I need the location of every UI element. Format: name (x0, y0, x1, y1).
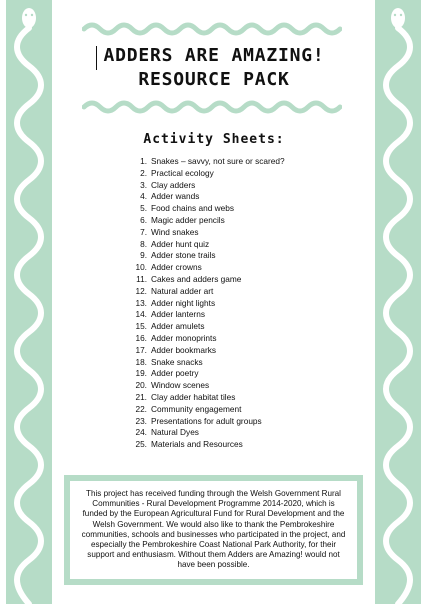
item-text: Adder poetry (151, 368, 199, 379)
title-line-1: ADDERS ARE AMAZING! (103, 45, 325, 66)
list-item (133, 321, 353, 333)
item-text: Adder amulets (151, 321, 205, 332)
list-item (133, 392, 353, 404)
list-item (133, 309, 353, 321)
item-text: Adder night lights (151, 297, 216, 308)
text-cursor (96, 46, 97, 70)
item-number: 9. (140, 250, 147, 261)
item-text: Natural adder art (151, 285, 214, 296)
funding-text: This project has received funding through the Welsh Government Rural Communities - Rural Development Programme 2014-2020, which is funded by the European Agricultural Fund for Rural Development and the Welsh Government. We would also like to thank the Pembrokeshire communities, schools and businesses who participated in the project, and especially the Pembrokeshire Coast National Park Authority, for their support and enthusiasm. Without them Adders are Amazing! would not have been possible. (70, 481, 357, 579)
item-number: 17. (135, 344, 147, 355)
list-item (133, 156, 353, 168)
item-number: 3. (140, 179, 147, 190)
list-item (133, 286, 353, 298)
list-item (133, 380, 353, 392)
item-number: 23. (135, 415, 147, 426)
list-item (133, 357, 353, 369)
item-number: 6. (140, 214, 147, 225)
item-number: 7. (140, 226, 147, 237)
list-item (133, 274, 353, 286)
item-number: 22. (135, 403, 147, 414)
wave-icon (82, 20, 342, 38)
list-item (133, 203, 353, 215)
item-number: 25. (135, 439, 147, 450)
item-text: Food chains and webs (151, 203, 235, 214)
item-text: Adder lanterns (151, 309, 205, 320)
list-item (133, 439, 353, 451)
item-text: Snake snacks (151, 356, 203, 367)
wave-icon (82, 98, 342, 116)
item-text: Community engagement (151, 403, 242, 414)
list-item (133, 227, 353, 239)
item-number: 1. (140, 156, 147, 166)
item-text: Adder wands (151, 191, 200, 202)
item-number: 11. (136, 273, 147, 284)
item-text: Adder bookmarks (151, 344, 217, 355)
list-item (133, 239, 353, 251)
list-item (133, 262, 353, 274)
list-item (133, 427, 353, 439)
item-number: 16. (135, 332, 147, 343)
funding-acknowledgement-box (64, 475, 363, 585)
item-text: Window scenes (151, 380, 210, 391)
title-line-2: RESOURCE PACK (138, 69, 290, 90)
item-text: Adder monoprints (151, 332, 217, 343)
list-item (133, 333, 353, 345)
snake-icon (6, 0, 52, 604)
item-number: 13. (135, 297, 147, 308)
item-number: 4. (140, 191, 147, 202)
left-border-strip (6, 0, 52, 604)
page-title (74, 44, 354, 92)
list-item (133, 298, 353, 310)
activity-sheets-heading: Activity Sheets: (143, 132, 285, 147)
item-text: Adder stone trails (151, 250, 216, 261)
item-number: 19. (135, 368, 147, 379)
item-number: 10. (135, 262, 147, 273)
list-item (133, 180, 353, 192)
list-item (133, 345, 353, 357)
item-text: Materials and Resources (151, 439, 243, 450)
item-text: Natural Dyes (151, 427, 199, 438)
list-item (133, 416, 353, 428)
item-text: Practical ecology (151, 167, 214, 178)
item-text: Magic adder pencils (151, 214, 225, 225)
item-text: Cakes and adders game (151, 273, 242, 284)
item-number: 20. (135, 380, 147, 391)
list-item (133, 168, 353, 180)
item-text: Snakes – savvy, not sure or scared? (151, 156, 285, 166)
item-number: 21. (135, 391, 147, 402)
snake-icon (375, 0, 421, 604)
item-text: Presentations for adult groups (151, 415, 262, 426)
item-number: 15. (135, 321, 147, 332)
list-item (133, 404, 353, 416)
item-text: Wind snakes (151, 226, 199, 237)
list-item (133, 191, 353, 203)
list-item (133, 215, 353, 227)
item-text: Adder hunt quiz (151, 238, 210, 249)
item-number: 14. (135, 309, 147, 320)
right-border-strip (375, 0, 421, 604)
list-item (133, 368, 353, 380)
activity-list (133, 156, 353, 451)
item-text: Clay adders (151, 179, 196, 190)
item-number: 12. (135, 285, 147, 296)
item-number: 5. (140, 203, 147, 214)
item-text: Clay adder habitat tiles (151, 391, 236, 402)
item-number: 8. (140, 238, 147, 249)
item-number: 2. (140, 167, 147, 178)
item-text: Adder crowns (151, 262, 202, 273)
item-number: 24. (135, 427, 147, 438)
list-item (133, 250, 353, 262)
item-number: 18. (135, 356, 147, 367)
